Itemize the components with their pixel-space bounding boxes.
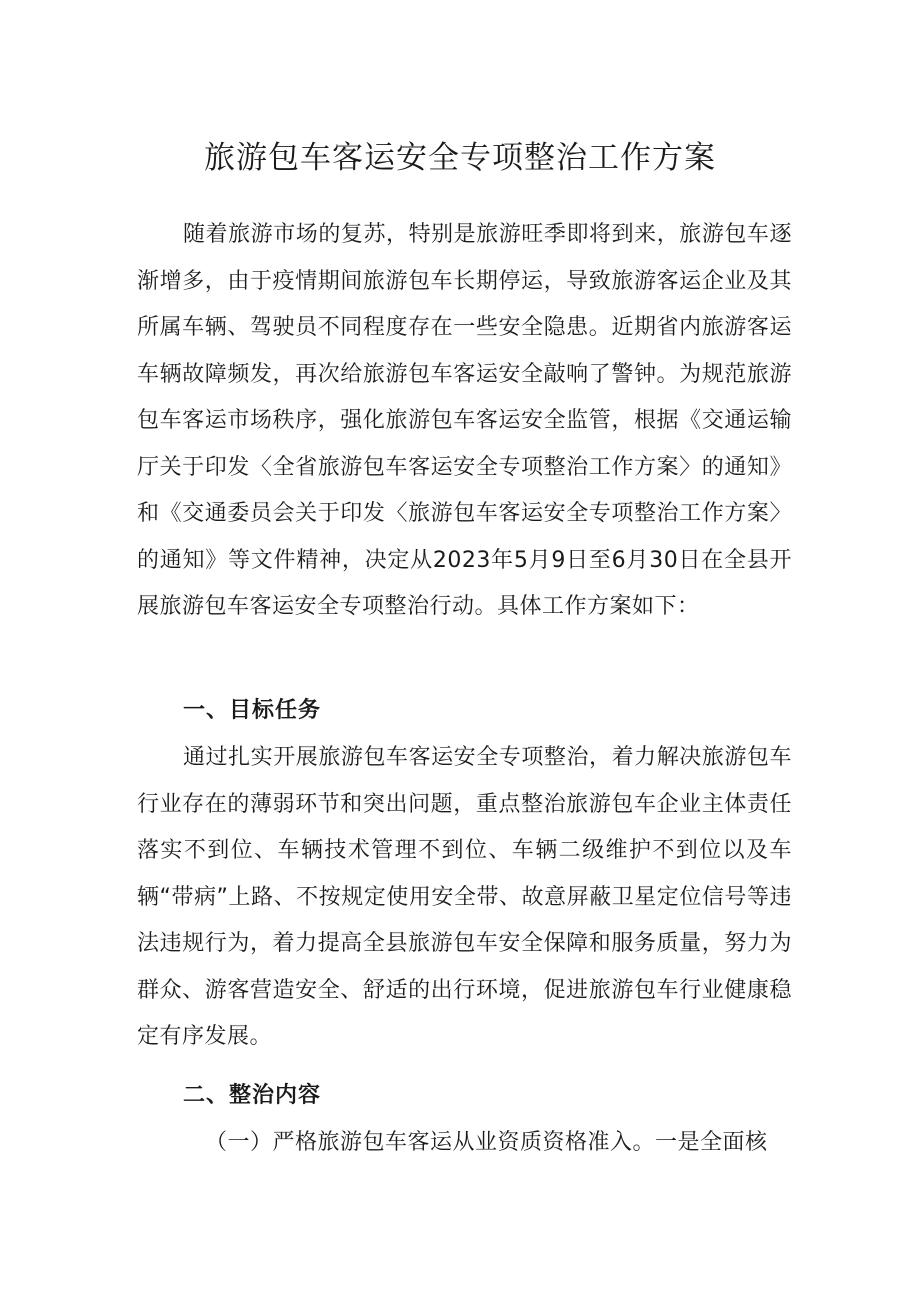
content-item-1: （一）严格旅游包车客运从业资质资格准入。一是全面核 [205,1130,768,1155]
section-heading-content: 二、整治内容 [183,1083,322,1108]
section-heading-goals: 一、目标任务 [183,698,322,723]
intro-paragraph: 随着旅游市场的复苏，特别是旅游旺季即将到来，旅游包车逐渐增多，由于疫情期间旅游包车长期停运，导致旅游客运企业及其所属车辆、驾驶员不同程度存在一些安全隐患。近期省内旅游客运车辆故障频发，再次给旅游包车客运安全敲响了警钟。为规范旅游包车客运市场秩序，强化旅游包车客运安全监管，根据《交通运输厅关于印发〈全省旅游包车客运安全专项整治工作方案〉的通知》和《交通委员会关于印发〈旅游包车客运安全专项整治工作方案〉的通知》等文件精神，决定从2023年5月9日至6月30日在全县开展旅游包车客运安全专项整治行动。具体工作方案如下： [137,222,792,619]
goals-paragraph: 通过扎实开展旅游包车客运安全专项整治，着力解决旅游包车行业存在的薄弱环节和突出问题，重点整治旅游包车企业主体责任落实不到位、车辆技术管理不到位、车辆二级维护不到位以及车辆“带病”上路、不按规定使用安全带、故意屏蔽卫星定位信号等违法违规行为，着力提高全县旅游包车安全保障和服务质量，努力为群众、游客营造安全、舒适的出行环境，促进旅游包车行业健康稳定有序发展。 [137,745,792,1049]
document-title: 旅游包车客运安全专项整治工作方案 [204,140,716,176]
